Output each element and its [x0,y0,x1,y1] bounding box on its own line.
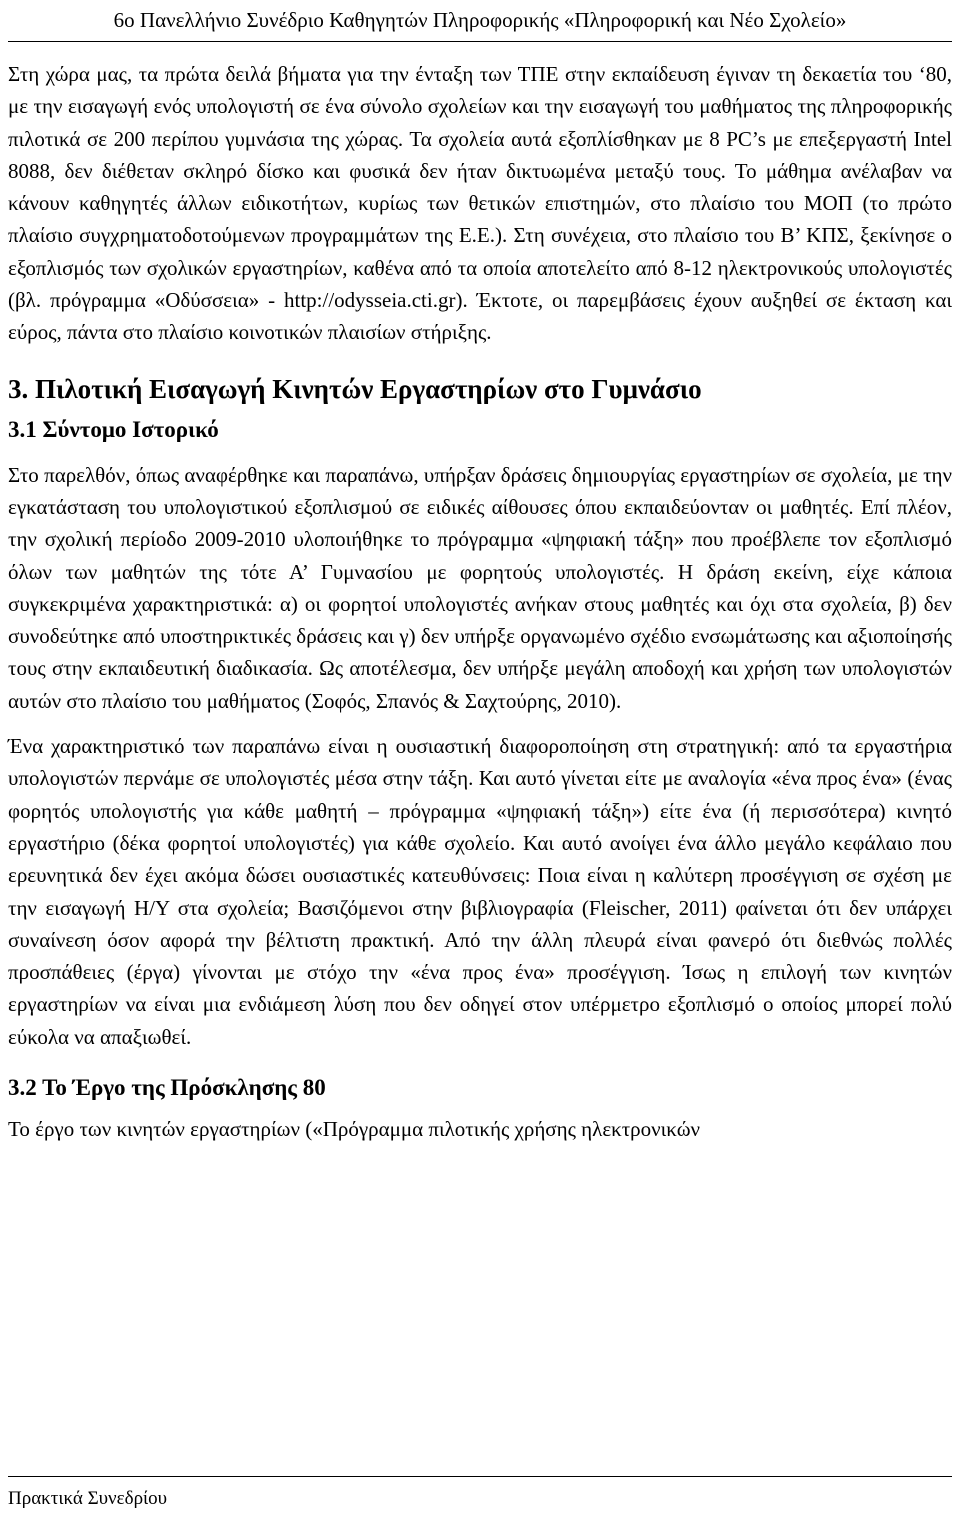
paragraph-project-intro: Το έργο των κινητών εργαστηρίων («Πρόγραμμα πιλοτικής χρήσης ηλεκτρονικών [8,1117,701,1142]
section-heading: 3. Πιλοτική Εισαγωγή Κινητών Εργαστηρίων στο Γυμνάσιο [8,373,702,404]
subsection-heading-project: 3.2 Το Έργο της Πρόσκλησης 80 [8,1075,326,1101]
paragraph-history-ict: Στη χώρα μας, τα πρώτα δειλά βήματα για την ένταξη των ΤΠΕ στην εκπαίδευση έγιναν τη δεκαετία του ‘80, με την εισαγωγή ενός υπολογιστή σε ένα σύνολο σχολείων και την εισαγωγή του μαθήματος της πληροφορικής πιλοτικά σε 200 περίπου γυμνάσια της χώρας. Τα σχολεία αυτά εξοπλίσθηκαν με 8 PC’s με επεξεργαστή Intel 8088, δεν διέθεταν σκληρό δίσκο και φυσικά δεν ήταν δικτυωμένα μεταξύ τους. Το μάθημα ανέλαβαν να κάνουν καθηγητές άλλων ειδικοτήτων, κυρίως των θετικών επιστημών, στο πλαίσιο του ΜΟΠ (το πρώτο πλαίσιο συγχρηματοδοτούμενων προγραμμάτων της Ε.Ε.). Στη συνέχεια, στο πλαίσιο του Β’ ΚΠΣ, ξεκίνησε ο εξοπλισμός των σχολικών εργαστηρίων, καθένα από τα οποία αποτελείτο από 8-12 ηλεκτρονικούς υπολογιστές (βλ. πρόγραμμα «Οδύσσεια» - http://odysseia.cti.gr). Έκτοτε, οι παρεμβάσεις έχουν αυξηθεί σε έκταση και εύρος, πάντα στο πλαίσιο κοινοτικών πλαισίων στήριξης. [8,62,952,345]
running-header: 6ο Πανελλήνιο Συνέδριο Καθηγητών Πληροφορικής «Πληροφορική και Νέο Σχολείο» [113,8,847,32]
document-body [8,58,952,1145]
footer-divider [8,1476,952,1477]
running-footer: Πρακτικά Συνεδρίου [8,1488,168,1509]
paragraph-past-actions: Στο παρελθόν, όπως αναφέρθηκε και παραπάνω, υπήρξαν δράσεις δημιουργίας εργαστηρίων σε σχολεία, με την εγκατάσταση του υπολογιστικού εξοπλισμού σε ειδικές αίθουσες όπου εκπαιδεύονταν οι μαθητές. Επί πλέον, την σχολική περίοδο 2009-2010 υλοποιήθηκε το πρόγραμμα «ψηφιακή τάξη» που προέβλεπε τον εξοπλισμό όλων των μαθητών της τότε Α’ Γυμνασίου με φορητούς υπολογιστές. Η δράση εκείνη, είχε κάποια συγκεκριμένα χαρακτηριστικά: α) οι φορητοί υπολογιστές ανήκαν στους μαθητές και όχι στα σχολεία, β) δεν συνοδεύτηκε από υποστηρικτικές δράσεις και γ) δεν υπήρξε οργανωμένο σχέδιο ενσωμάτωσης και αξιοποίησής τους στην εκπαιδευτική διαδικασία. Ως αποτέλεσμα, δεν υπήρξε μεγάλη αποδοχή και χρήση των υπολογιστών αυτών στο πλαίσιο του μαθήματος (Σοφός, Σπανός & Σαχτούρης, 2010). [8,462,952,713]
subsection-heading-history: 3.1 Σύντομο Ιστορικό [8,416,219,442]
paragraph-strategy: Ένα χαρακτηριστικό των παραπάνω είναι η ουσιαστική διαφοροποίηση στη στρατηγική: από τα εργαστήρια υπολογιστών περνάμε σε υπολογιστές μέσα στην τάξη. Και αυτό γίνεται είτε με αναλογία «ένα προς ένα» (ένας φορητός υπολογιστής για κάθε μαθητή – πρόγραμμα «ψηφιακή τάξη») είτε ένα (ή περισσότερα) κινητό εργαστήριο (δέκα φορητοί υπολογιστές) για κάθε σχολείο. Και αυτό ανοίγει ένα άλλο μεγάλο κεφάλαιο που ερευνητικά δεν έχει ακόμα δώσει ουσιαστικές κατευθύνσεις: Ποια είναι η καλύτερη προσέγγιση σε σχέση με την εισαγωγή Η/Υ στα σχολεία; Βασιζόμενοι στην βιβλιογραφία (Fleischer, 2011) φαίνεται ότι δεν υπάρχει συναίνεση όσον αφορά την βέλτιστη πρακτική. Από την άλλη πλευρά είναι φανερό ότι διεθνώς πολλές προσπάθειες (έργα) γίνονται με στόχο την «ένα προς ένα» προσέγγιση. Ίσως η επιλογή των κινητών εργαστηρίων να είναι μια ενδιάμεση λύση που δεν οδηγεί στον υπέρμετρο εξοπλισμό ο οποίος μπορεί πολύ εύκολα να απαξιωθεί. [8,734,952,1049]
header-divider [8,41,952,42]
